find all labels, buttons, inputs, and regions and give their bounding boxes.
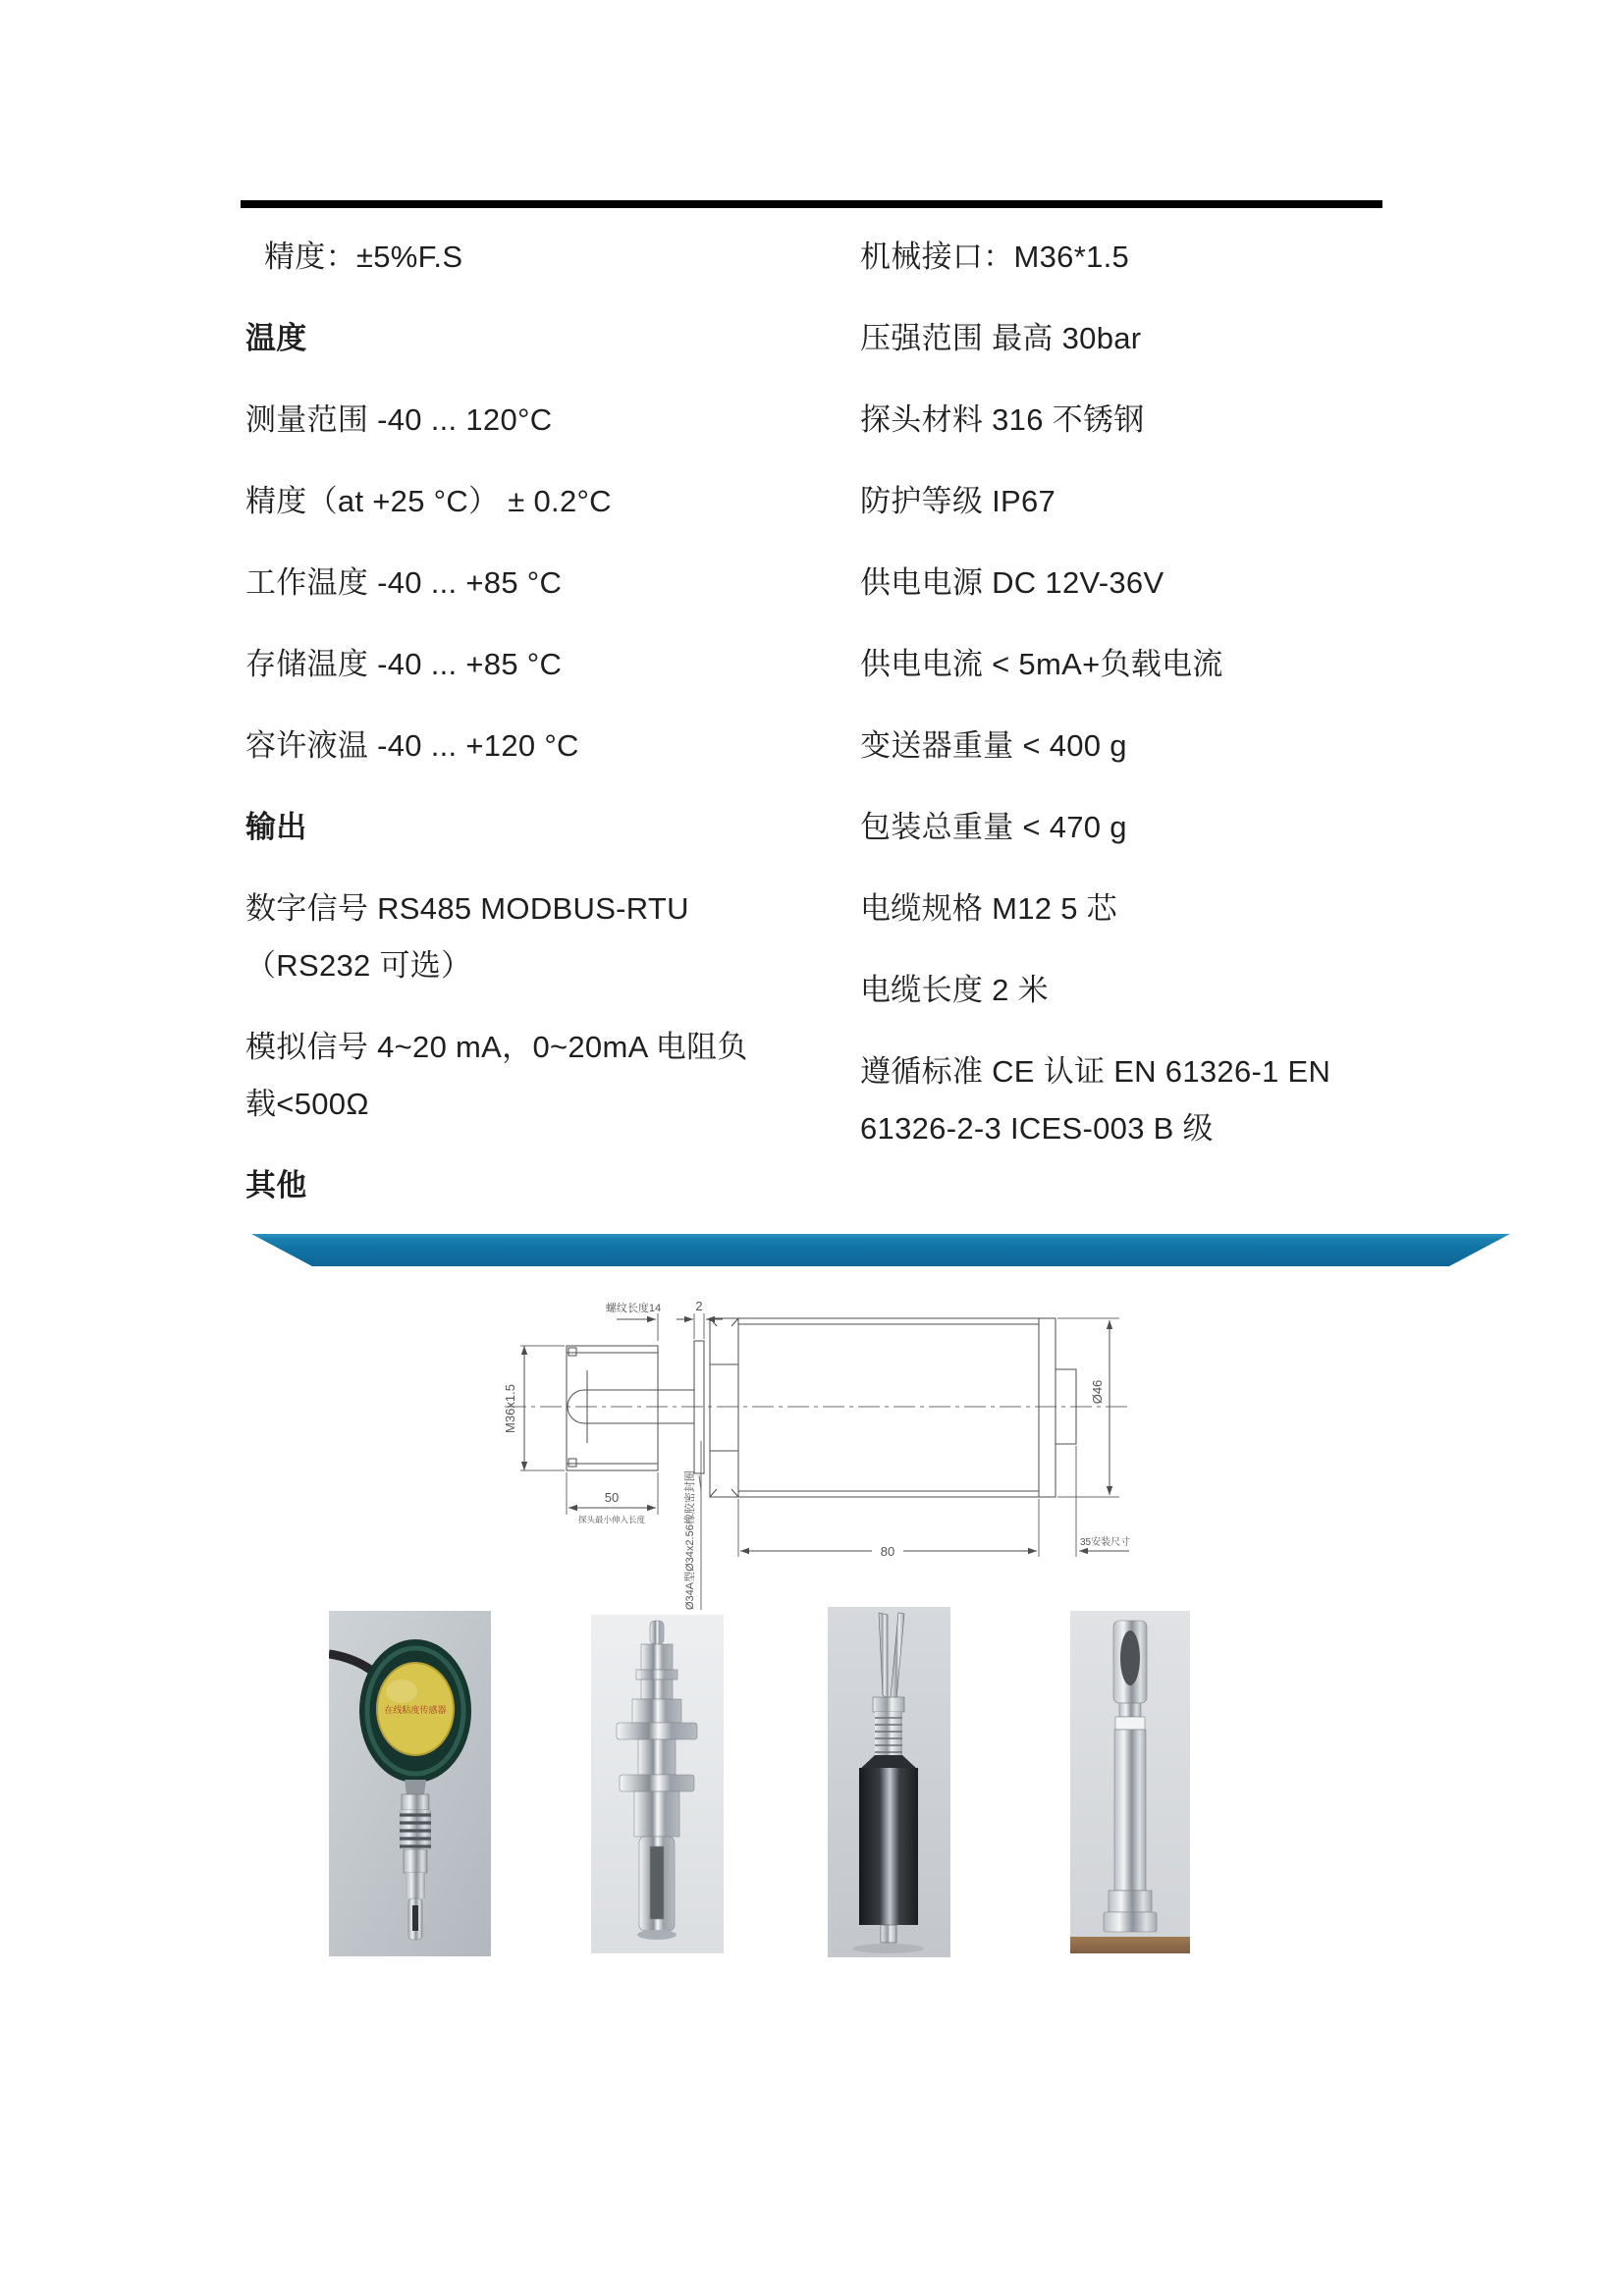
sensor-head-label: 在线粘度传感器 <box>384 1705 447 1715</box>
probe-block <box>567 1346 694 1470</box>
dim-label-diameter: Ø46 <box>1090 1379 1105 1405</box>
probe-tip-shadow <box>637 1930 677 1940</box>
dim-gap-2 <box>677 1299 723 1339</box>
spec-line: 防护等级 IP67 <box>860 484 1056 518</box>
spec-line: 探头材料 316 不锈钢 <box>860 402 1145 437</box>
dim-seal-note <box>682 1441 701 1610</box>
sensor-head <box>359 1639 471 1783</box>
product-photo-2 <box>591 1615 724 1953</box>
spec-line: 压强范围 最高 30bar <box>860 321 1142 355</box>
spec-line: 供电电源 DC 12V-36V <box>860 565 1164 600</box>
spec-line: 温度 <box>245 321 307 355</box>
spec-line: 模拟信号 4~20 mA，0~20mA 电阻负 <box>245 1030 748 1064</box>
spec-line: 包装总重量 < 470 g <box>860 810 1127 844</box>
main-body <box>738 1318 1076 1497</box>
spec-line: 数字信号 RS485 MODBUS-RTU <box>245 891 689 926</box>
dim-probe-length <box>567 1472 658 1524</box>
dim-label-seal-note: Ø34A型Ø34x2.56橡胶密封圈 <box>684 1470 696 1610</box>
product-photo-4 <box>1070 1611 1190 1953</box>
spec-line: 工作温度 -40 ... +85 °C <box>245 565 563 600</box>
dim-diameter <box>1057 1318 1119 1497</box>
dim-body-length <box>738 1499 1039 1559</box>
dim-label-thread-spec: M36x1.5 <box>503 1384 517 1433</box>
spec-line: 电缆规格 M12 5 芯 <box>860 891 1117 926</box>
dim-m36 <box>503 1346 565 1470</box>
dim-label-gap: 2 <box>695 1299 703 1313</box>
spec-line: 61326-2-3 ICES-003 B 级 <box>860 1111 1214 1146</box>
spec-line: 精度：±5%F.S <box>264 240 463 274</box>
product-photo-1 <box>329 1611 491 1956</box>
spec-line: （RS232 可选） <box>245 948 472 983</box>
spec-column-right <box>860 239 1331 1147</box>
dim-label-thread-length: 螺纹长度14 <box>605 1303 662 1314</box>
spec-line: 存储温度 -40 ... +85 °C <box>245 647 563 681</box>
spec-line: 机械接口：M36*1.5 <box>860 240 1130 274</box>
product-photo-3 <box>828 1607 950 1957</box>
spec-line: 其他 <box>245 1168 307 1202</box>
dim-label-body-length: 80 <box>880 1544 895 1559</box>
spec-line: 精度（at +25 °C） ± 0.2°C <box>245 484 612 518</box>
dim-label-probe-length: 50 <box>604 1490 620 1505</box>
spec-column-left <box>245 239 748 1203</box>
blue-ribbon-banner <box>251 1234 1510 1266</box>
dim-label-mount-note: 35安装尺寸 <box>1080 1537 1131 1548</box>
spec-line: 载<500Ω <box>245 1087 369 1121</box>
dim-thread-length <box>606 1301 661 1341</box>
hex-section <box>710 1318 738 1497</box>
spec-line: 遵循标准 CE 认证 EN 61326-1 EN <box>860 1054 1331 1089</box>
top-rule <box>241 200 1382 208</box>
spec-line: 容许液温 -40 ... +120 °C <box>245 728 579 763</box>
dim-mount <box>1076 1446 1130 1557</box>
spec-line: 输出 <box>245 810 307 844</box>
spec-line: 电缆长度 2 米 <box>860 973 1049 1007</box>
spec-line: 变送器重量 < 400 g <box>860 728 1127 763</box>
dim-label-probe-note: 探头最小伸入长度 <box>577 1515 646 1524</box>
spec-line: 测量范围 -40 ... 120°C <box>245 402 553 437</box>
table-surface <box>1070 1937 1190 1953</box>
spec-line: 供电电流 < 5mA+负载电流 <box>860 647 1223 681</box>
